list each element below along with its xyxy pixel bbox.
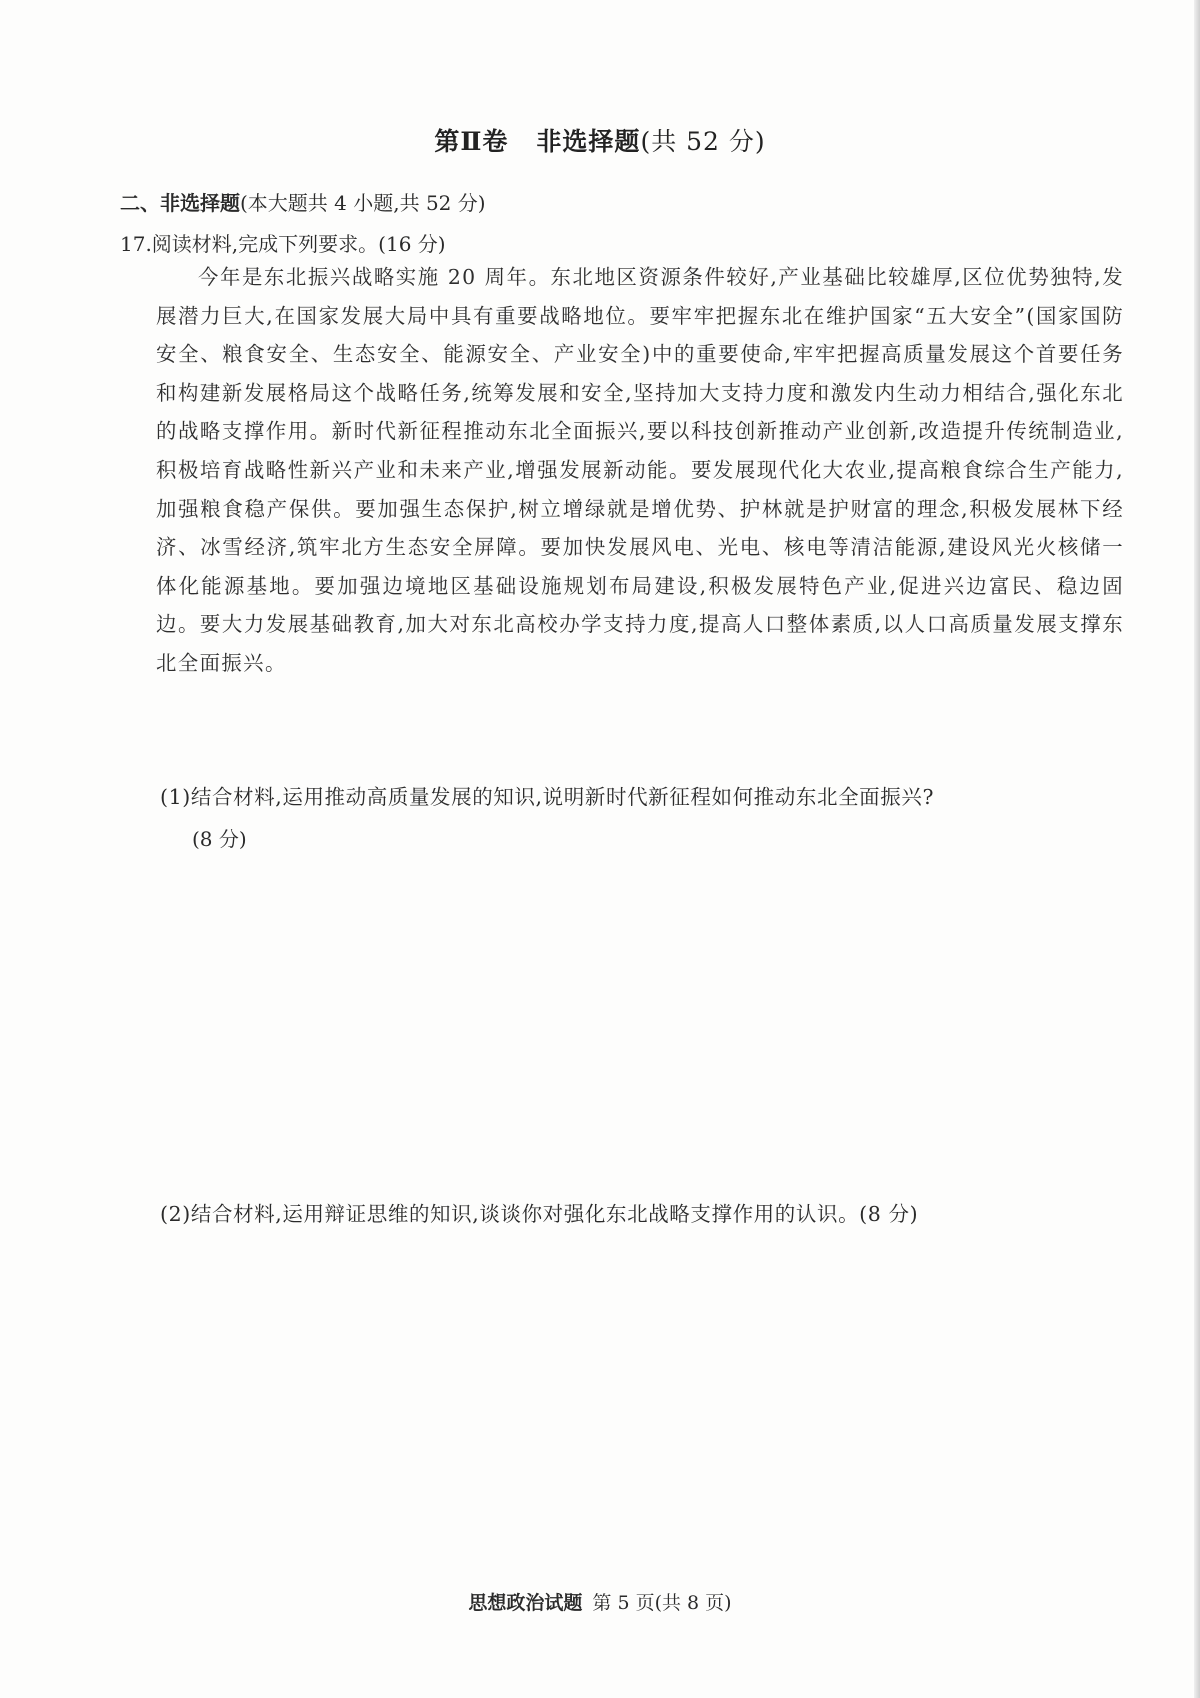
- part-note: (本大题共 4 小题,共 52 分): [240, 191, 486, 215]
- question-17-sub1: (1)结合材料,运用推动高质量发展的知识,说明新时代新征程如何推动东北全面振兴?: [160, 785, 935, 809]
- footer-subject: 思想政治试题: [468, 1592, 583, 1614]
- section-name: 非选择题: [536, 127, 641, 156]
- question-17-stem: 17.阅读材料,完成下列要求。(16 分): [120, 232, 446, 256]
- section-label: 第Ⅱ卷: [434, 127, 509, 156]
- part-heading: [120, 187, 486, 216]
- section-title: [0, 122, 1200, 158]
- answer-area-sub1: [120, 865, 1120, 1175]
- answer-area-sub2: [120, 1240, 1120, 1560]
- footer-page-number: 第 5 页(共 8 页): [592, 1592, 732, 1614]
- part-label: 二、非选择题: [120, 191, 240, 215]
- page-footer: [0, 1588, 1200, 1615]
- question-17-sub1-score: (8 分): [192, 827, 247, 851]
- question-17-material: 今年是东北振兴战略实施 20 周年。东北地区资源条件较好,产业基础比较雄厚,区位优势独特,发展潜力巨大,在国家发展大局中具有重要战略地位。要牢牢把握东北在维护国家“五大安全”(国家国防安全、粮食安全、生态安全、能源安全、产业安全)中的重要使命,牢牢把握高质量发展这个首要任务和构建新发展格局这个战略任务,统筹发展和安全,坚持加大支持力度和激发内生动力相结合,强化东北的战略支撑作用。新时代新征程推动东北全面振兴,要以科技创新推动产业创新,改造提升传统制造业,积极培育战略性新兴产业和未来产业,增强发展新动能。要发展现代化大农业,提高粮食综合生产能力,加强粮食稳产保供。要加强生态保护,树立增绿就是增优势、护林就是护财富的理念,积极发展林下经济、冰雪经济,筑牢北方生态安全屏障。要加快发展风电、光电、核电等清洁能源,建设风光火核储一体化能源基地。要加强边境地区基础设施规划布局建设,积极发展特色产业,促进兴边富民、稳边固边。要大力发展基础教育,加大对东北高校办学支持力度,提高人口整体素质,以人口高质量发展支撑东北全面振兴。: [156, 265, 1124, 675]
- question-17-sub2: (2)结合材料,运用辩证思维的知识,谈谈你对强化东北战略支撑作用的认识。(8 分): [160, 1202, 919, 1226]
- scan-edge-shadow: [1194, 0, 1200, 1698]
- section-score: (共 52 分): [640, 127, 766, 156]
